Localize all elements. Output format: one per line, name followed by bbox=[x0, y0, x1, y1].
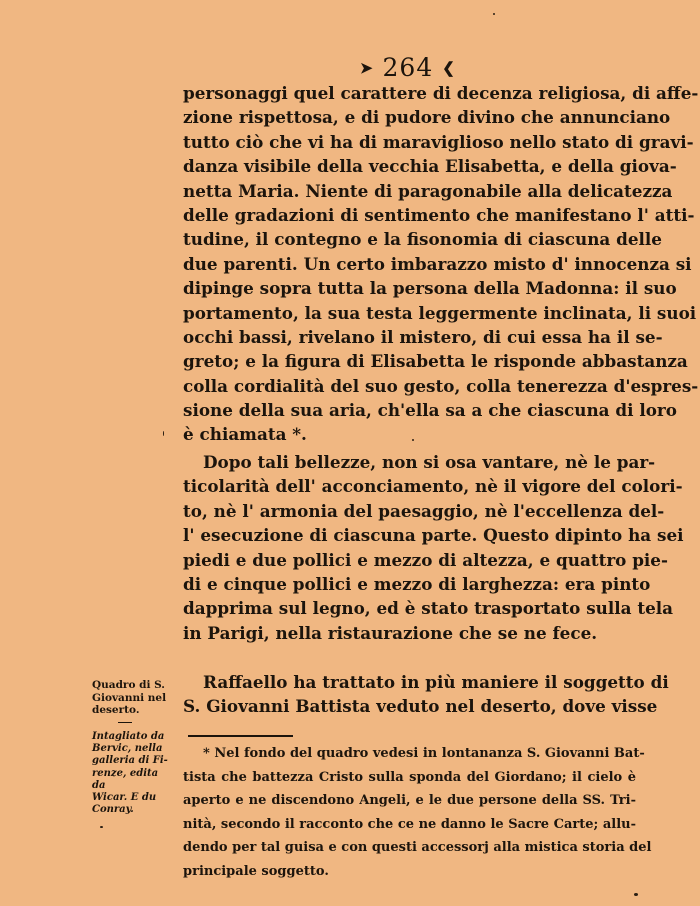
footnote-line: aperto e ne discendono Angeli, e le due persone della SS. Tri- bbox=[183, 793, 636, 808]
text-line: personaggi quel carattere di decenza religiosa, di affe- bbox=[183, 83, 699, 103]
text-line: Raffaello ha trattato in più maniere il soggetto di bbox=[203, 672, 669, 692]
paragraph-2 bbox=[183, 450, 684, 645]
page-number-value: 264 bbox=[382, 53, 434, 82]
text-line: tudine, il contegno e la fisonomia di ciascuna delle bbox=[183, 229, 662, 250]
text-line: zione rispettosa, e di pudore divino che annunciano bbox=[183, 107, 671, 128]
text-line: colla cordialità del suo gesto, colla tenerezza d'espres- bbox=[183, 375, 699, 396]
text-line: Dopo tali bellezze, non si osa vantare, nè le par- bbox=[203, 452, 656, 472]
page-number bbox=[360, 52, 470, 84]
text-line: di e cinque pollici e mezzo di larghezza: era pinto bbox=[183, 573, 651, 594]
paper-speck bbox=[634, 893, 638, 896]
footnote-line: dendo per tal guisa e con questi accessorj alla mistica storia del bbox=[183, 840, 652, 855]
paragraph-3 bbox=[183, 670, 669, 719]
footnote-line: tista che battezza Cristo sulla sponda del Giordano; il cielo è bbox=[183, 769, 636, 785]
paper-speck bbox=[412, 439, 414, 441]
paper-speck bbox=[163, 431, 164, 436]
footnote-line: nità, secondo il racconto che ce ne danno le Sacre Carte; allu- bbox=[183, 816, 636, 832]
text-line: netta Maria. Niente di paragonabile alla delicatezza bbox=[183, 180, 673, 201]
text-line: tutto ciò che vi ha di maraviglioso nello stato di gravi- bbox=[183, 131, 694, 152]
left-ornament-icon: ➤ bbox=[360, 59, 374, 77]
text-line: S. Giovanni Battista veduto nel deserto, dove visse bbox=[183, 696, 658, 717]
text-line: dapprima sul legno, ed è stato trasportato sulla tela bbox=[183, 598, 674, 619]
margin-divider bbox=[118, 722, 132, 723]
text-line: è chiamata *. bbox=[183, 424, 307, 445]
text-line: sione della sua aria, ch'ella sa a che ciascuna di loro bbox=[183, 400, 677, 421]
margin-line: Wicar. E du bbox=[92, 792, 157, 804]
right-ornament-icon: ❮ bbox=[442, 59, 456, 77]
margin-line: Quadro di S. bbox=[92, 679, 165, 691]
footnote bbox=[183, 742, 652, 883]
margin-line: galleria di Fi- bbox=[92, 755, 168, 767]
text-line: portamento, la sua testa leggermente inclinata, li suoi bbox=[183, 302, 697, 323]
text-line: to, nè l' armonia del paesaggio, nè l'eccellenza del- bbox=[183, 500, 665, 521]
text-line: delle gradazioni di sentimento che manifestano l' atti- bbox=[183, 204, 695, 225]
margin-note-engraving bbox=[92, 731, 174, 816]
footnote-line: principale soggetto. bbox=[183, 863, 329, 879]
margin-line: Intagliato da bbox=[92, 731, 165, 742]
footnote-line: * Nel fondo del quadro vedesi in lontananza S. Giovanni Bat- bbox=[203, 746, 645, 761]
footnote-separator bbox=[188, 735, 293, 737]
text-line: piedi e due pollici e mezzo di altezza, e quattro pie- bbox=[183, 549, 668, 570]
text-line: dipinge sopra tutta la persona della Madonna: il suo bbox=[183, 278, 677, 299]
margin-line: Conray. bbox=[92, 804, 134, 816]
margin-line: deserto. bbox=[92, 704, 140, 716]
text-line: greto; e la figura di Elisabetta le risponde abbastanza bbox=[183, 351, 688, 372]
text-line: due parenti. Un certo imbarazzo misto d' innocenza si bbox=[183, 253, 692, 274]
text-line: ticolarità dell' acconciamento, nè il vigore del colori- bbox=[183, 476, 683, 497]
text-line: in Parigi, nella ristaurazione che se ne fece. bbox=[183, 622, 598, 643]
margin-line: Giovanni nel bbox=[92, 691, 167, 704]
margin-line: Bervic, nella bbox=[92, 743, 163, 755]
paper-speck bbox=[493, 13, 495, 15]
paper-speck bbox=[100, 826, 103, 828]
paragraph-1 bbox=[183, 81, 699, 447]
text-line: l' esecuzione di ciascuna parte. Questo dipinto ha sei bbox=[183, 525, 684, 546]
text-line: occhi bassi, rivelano il mistero, di cui essa ha il se- bbox=[183, 326, 663, 347]
margin-note-subject bbox=[92, 679, 174, 717]
margin-line: renze, edita da bbox=[92, 767, 159, 791]
text-line: danza visibile della vecchia Elisabetta, e della giova- bbox=[183, 156, 677, 177]
